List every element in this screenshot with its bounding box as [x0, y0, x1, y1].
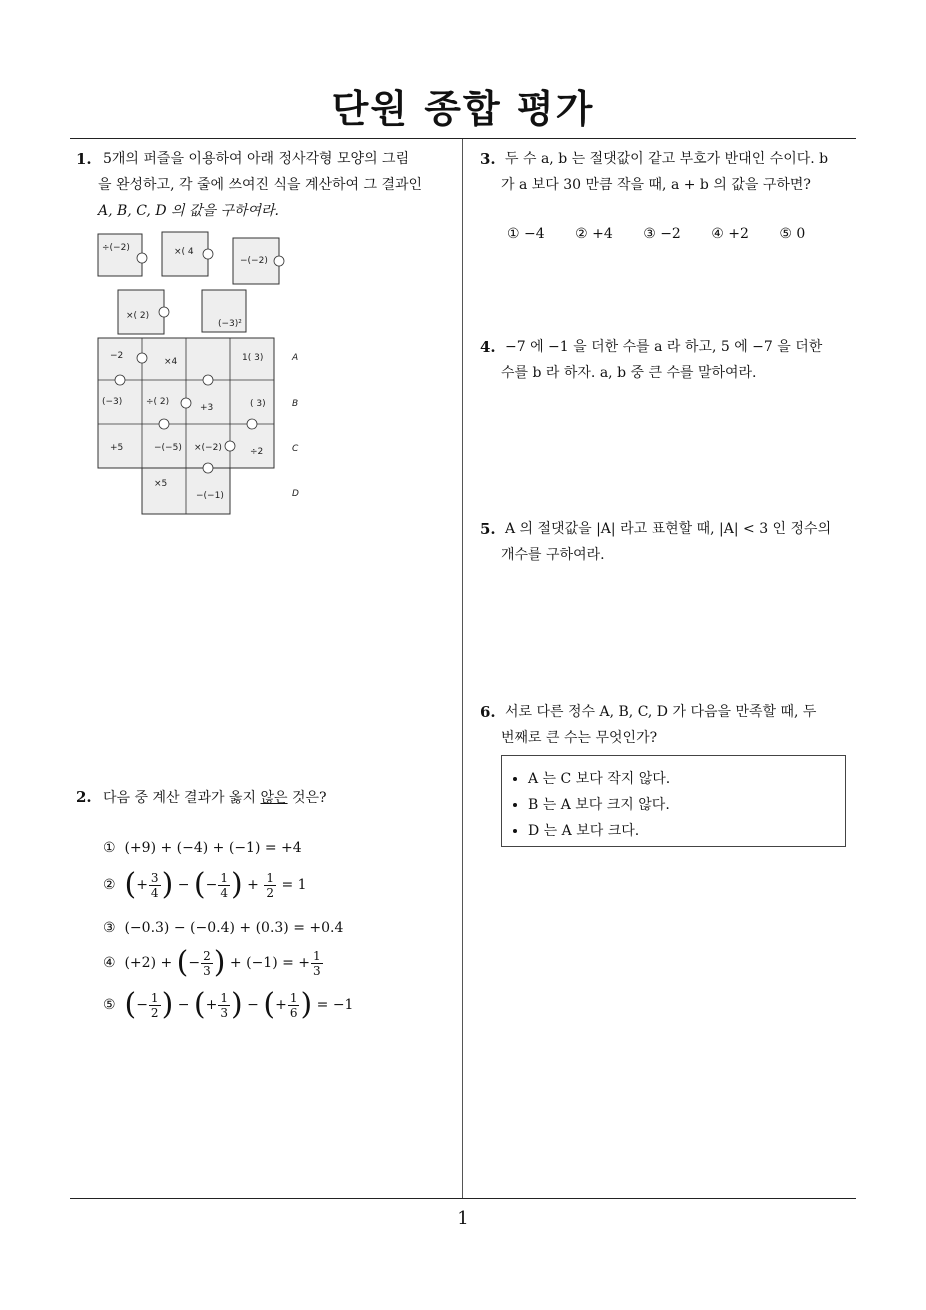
- q3-choice-1: ① −4: [507, 226, 545, 242]
- q3-text: [501, 146, 860, 198]
- q1-text: [98, 146, 458, 224]
- cell-9: −(−5): [154, 443, 182, 453]
- q3-choice-2: ② +4: [575, 226, 613, 242]
- q5-line-2: 개수를 구하여라.: [501, 547, 605, 563]
- cell-8: +5: [110, 443, 124, 453]
- row-label-a: A: [292, 353, 299, 363]
- cell-1: −2: [110, 351, 124, 361]
- q6-condition-1: • A 는 C 보다 작지 않다.: [528, 766, 845, 792]
- q2-choice-3: ③ (−0.3) − (−0.4) + (0.3) = +0.4: [103, 920, 344, 936]
- q5-line-1: A 의 절댓값을 |A| 라고 표현할 때, |A| < 3 인 정수의: [505, 521, 832, 537]
- q1-line-1: 5개의 퍼즐을 이용하여 아래 정사각형 모양의 그림: [103, 151, 410, 167]
- q6-condition-2: • B 는 A 보다 크지 않다.: [528, 792, 845, 818]
- cell-4: (−3): [102, 397, 123, 407]
- q1-number: 1.: [76, 150, 92, 168]
- page-title: 단원 종합 평가: [331, 87, 595, 131]
- q2-choice-2: ② (+ $\frac{3}{4}$ ) − (− $\frac{1}{4}$ ) + $\frac{1}{2}$ = 1: [103, 867, 307, 902]
- cell-12: ×5: [154, 479, 168, 489]
- q6-number: 6.: [480, 703, 496, 721]
- top-rule: [70, 138, 856, 139]
- puzzle-figure: [90, 228, 320, 523]
- q4-text: [501, 334, 860, 386]
- q6-line-2: 번째로 큰 수는 무엇인가?: [501, 730, 658, 746]
- q1-line-2: 을 완성하고, 각 줄에 쓰여진 식을 계산하여 그 결과인: [98, 177, 423, 193]
- q2-text: 다음 중 계산 결과가 옳지 않은 것은?: [103, 790, 327, 806]
- q5-number: 5.: [480, 520, 496, 538]
- piece-5-label: (−3)²: [218, 319, 242, 329]
- q2-choice-4: ④ (+2) + (− $\frac{2}{3}$ ) + (−1) = + $\frac{1}{3}$: [103, 945, 321, 980]
- q3-choice-5: ⑤ 0: [779, 226, 806, 242]
- row-label-d: D: [292, 489, 299, 499]
- cell-6: +3: [200, 403, 214, 413]
- q6-conditions-box: [501, 755, 846, 847]
- piece-1-label: ÷(−2): [102, 243, 130, 253]
- cell-5: ÷( 2): [146, 397, 170, 407]
- piece-4-label: ×( 2): [126, 311, 150, 321]
- cell-10: ×(−2): [194, 443, 222, 453]
- q6-text: [501, 699, 860, 751]
- page-number: 1: [457, 1208, 469, 1229]
- q3-choices: [507, 226, 831, 242]
- q2-number: 2.: [76, 788, 92, 806]
- row-label-b: B: [292, 399, 299, 409]
- q3-number: 3.: [480, 150, 496, 168]
- q6-condition-3: • D 는 A 보다 크다.: [528, 818, 845, 844]
- cell-11: ÷2: [250, 447, 264, 457]
- q2-choice-5: ⑤ (− $\frac{1}{2}$ ) − (+ $\frac{1}{3}$ ) − (+ $\frac{1}{6}$ ) = −1: [103, 987, 354, 1022]
- piece-2-label: ×( 4: [174, 247, 194, 257]
- column-divider: [462, 139, 463, 1198]
- cell-7: ( 3): [250, 399, 266, 409]
- q5-text: [501, 516, 860, 568]
- q3-choice-3: ③ −2: [643, 226, 681, 242]
- cell-13: −(−1): [196, 491, 224, 501]
- q2-choice-1: ① (+9) + (−4) + (−1) = +4: [103, 840, 302, 856]
- piece-3-label: −(−2): [240, 256, 268, 266]
- q3-line-1: 두 수 a, b 는 절댓값이 같고 부호가 반대인 수이다. b: [505, 151, 829, 167]
- q3-line-2: 가 a 보다 30 만큼 작을 때, a + b 의 값을 구하면?: [501, 177, 811, 193]
- cell-2: ×4: [164, 357, 178, 367]
- q3-choice-4: ④ +2: [711, 226, 749, 242]
- q4-line-2: 수를 b 라 하자. a, b 중 큰 수를 말하여라.: [501, 365, 757, 381]
- q4-line-1: −7 에 −1 을 더한 수를 a 라 하고, 5 에 −7 을 더한: [505, 339, 823, 355]
- q4-number: 4.: [480, 338, 496, 356]
- row-label-c: C: [292, 444, 299, 454]
- cell-3: 1( 3): [242, 353, 264, 363]
- q6-line-1: 서로 다른 정수 A, B, C, D 가 다음을 만족할 때, 두: [505, 704, 817, 720]
- q1-line-3: A, B, C, D 의 값을 구하여라.: [98, 203, 280, 219]
- bottom-rule: [70, 1198, 856, 1199]
